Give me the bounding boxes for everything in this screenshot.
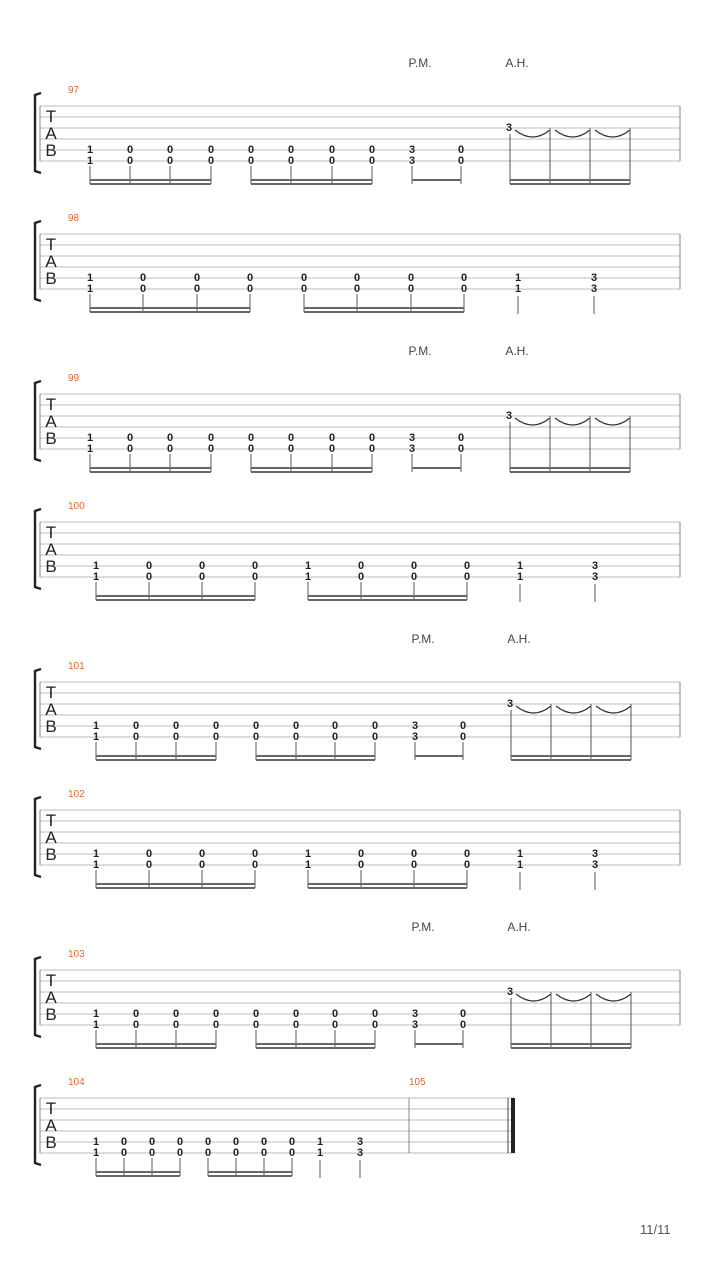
beam: [96, 1171, 180, 1173]
fret-number: 1: [92, 1147, 100, 1159]
measure-number: 102: [68, 789, 85, 800]
fret-number: 0: [145, 848, 153, 860]
fret-number: 0: [198, 859, 206, 871]
fret-number: 0: [252, 1008, 260, 1020]
fret-number: 0: [172, 1008, 180, 1020]
fret-number: 0: [371, 731, 379, 743]
tab-clef-letter: T: [45, 971, 57, 990]
fret-number: 0: [247, 144, 255, 156]
tab-clef-letter: T: [45, 523, 57, 542]
fret-number: 1: [514, 272, 522, 284]
fret-number: 1: [86, 272, 94, 284]
fret-number: 1: [92, 731, 100, 743]
beam: [96, 1175, 180, 1177]
fret-number: 0: [328, 155, 336, 167]
fret-number: 0: [410, 859, 418, 871]
fret-number: 1: [92, 859, 100, 871]
fret-number: 0: [176, 1147, 184, 1159]
fret-number: 0: [176, 1136, 184, 1148]
tie-arc: [515, 418, 550, 425]
fret-number: 0: [207, 443, 215, 455]
fret-number: 3: [505, 410, 513, 422]
fret-number: 1: [304, 848, 312, 860]
fret-number: 0: [198, 848, 206, 860]
tab-system: [35, 56, 680, 185]
fret-number: 0: [251, 859, 259, 871]
fret-number: 0: [132, 1008, 140, 1020]
beam: [96, 883, 255, 885]
fret-number: 0: [148, 1147, 156, 1159]
fret-number: 1: [92, 571, 100, 583]
fret-number: 0: [126, 443, 134, 455]
tie-arc: [555, 418, 590, 425]
fret-number: 0: [353, 283, 361, 295]
beam: [510, 183, 630, 185]
fret-number: 1: [92, 560, 100, 572]
fret-number: 0: [287, 144, 295, 156]
fret-number: 0: [212, 1008, 220, 1020]
beam: [511, 759, 631, 761]
fret-number: 1: [304, 571, 312, 583]
fret-number: 3: [591, 848, 599, 860]
beam: [511, 1047, 631, 1049]
fret-number: 3: [411, 720, 419, 732]
tie-arc: [555, 130, 590, 137]
tab-clef-letter: T: [45, 1099, 57, 1118]
fret-number: 0: [145, 571, 153, 583]
fret-number: 0: [407, 272, 415, 284]
tab-clef-letter: B: [45, 1133, 57, 1152]
fret-number: 0: [198, 571, 206, 583]
beam: [510, 179, 630, 181]
beam: [412, 467, 461, 469]
fret-number: 0: [287, 432, 295, 444]
fret-number: 0: [139, 283, 147, 295]
fret-number: 1: [86, 144, 94, 156]
fret-number: 1: [92, 1019, 100, 1031]
fret-number: 0: [331, 1008, 339, 1020]
fret-number: 0: [463, 571, 471, 583]
fret-number: 0: [288, 1136, 296, 1148]
tab-clef-letter: A: [45, 252, 57, 271]
fret-number: 0: [459, 731, 467, 743]
beam: [251, 467, 372, 469]
measure-number: 101: [68, 661, 85, 672]
beam: [96, 595, 255, 597]
fret-number: 3: [591, 859, 599, 871]
fret-number: 3: [411, 1019, 419, 1031]
artificial-harmonic-mark: A.H.: [507, 920, 531, 934]
beam: [510, 471, 630, 473]
fret-number: 0: [126, 144, 134, 156]
tab-system: [35, 920, 680, 1049]
tie-arc: [595, 418, 630, 425]
tab-clef-letter: A: [45, 540, 57, 559]
page-number: 11/11: [640, 1222, 671, 1237]
beam: [412, 179, 461, 181]
fret-number: 0: [166, 443, 174, 455]
fret-number: 0: [132, 720, 140, 732]
fret-number: 0: [132, 1019, 140, 1031]
fret-number: 3: [591, 560, 599, 572]
fret-number: 0: [328, 432, 336, 444]
beam: [251, 471, 372, 473]
beam: [308, 887, 467, 889]
fret-number: 0: [371, 720, 379, 732]
fret-number: 0: [457, 432, 465, 444]
fret-number: 0: [172, 720, 180, 732]
fret-number: 0: [328, 443, 336, 455]
beam: [308, 595, 467, 597]
tab-clef-letter: T: [45, 395, 57, 414]
fret-number: 1: [92, 1008, 100, 1020]
measure-number: 99: [68, 373, 80, 384]
fret-number: 1: [516, 859, 524, 871]
fret-number: 0: [292, 720, 300, 732]
fret-number: 0: [460, 272, 468, 284]
fret-number: 1: [316, 1136, 324, 1148]
tab-clef-letter: B: [45, 269, 57, 288]
tab-clef-letter: B: [45, 557, 57, 576]
fret-number: 0: [251, 848, 259, 860]
fret-number: 0: [357, 848, 365, 860]
measure-number: 98: [68, 213, 80, 224]
beam: [256, 1047, 375, 1049]
beam: [304, 311, 464, 313]
fret-number: 0: [288, 1147, 296, 1159]
fret-number: 0: [132, 731, 140, 743]
fret-number: 0: [459, 1019, 467, 1031]
fret-number: 0: [166, 432, 174, 444]
measure-number: 100: [68, 501, 85, 512]
palm-mute-mark: P.M.: [408, 56, 432, 70]
fret-number: 0: [292, 1019, 300, 1031]
fret-number: 0: [120, 1147, 128, 1159]
fret-number: 0: [460, 283, 468, 295]
fret-number: 1: [92, 720, 100, 732]
beam: [96, 1043, 216, 1045]
fret-number: 0: [166, 155, 174, 167]
fret-number: 0: [212, 720, 220, 732]
fret-number: 3: [411, 731, 419, 743]
tab-clef-letter: T: [45, 811, 57, 830]
beam: [251, 183, 372, 185]
fret-number: 0: [207, 432, 215, 444]
fret-number: 3: [506, 986, 514, 998]
fret-number: 0: [463, 560, 471, 572]
fret-number: 3: [591, 571, 599, 583]
tab-clef-letter: A: [45, 700, 57, 719]
fret-number: 0: [252, 720, 260, 732]
fret-number: 1: [516, 571, 524, 583]
fret-number: 0: [145, 560, 153, 572]
fret-number: 0: [172, 1019, 180, 1031]
beam: [96, 599, 255, 601]
tab-clef-letter: B: [45, 1005, 57, 1024]
fret-number: 0: [139, 272, 147, 284]
fret-number: 1: [92, 1136, 100, 1148]
tie-arc: [516, 994, 551, 1001]
tab-system: [35, 213, 680, 314]
tie-arc: [516, 706, 551, 713]
fret-number: 0: [246, 283, 254, 295]
fret-number: 0: [410, 571, 418, 583]
fret-number: 0: [353, 272, 361, 284]
fret-number: 0: [331, 720, 339, 732]
fret-number: 0: [357, 571, 365, 583]
fret-number: 0: [459, 1008, 467, 1020]
fret-number: 0: [457, 155, 465, 167]
fret-number: 0: [120, 1136, 128, 1148]
fret-number: 0: [292, 731, 300, 743]
measure-number: 105: [409, 1077, 426, 1088]
beam: [510, 467, 630, 469]
fret-number: 0: [300, 283, 308, 295]
fret-number: 0: [357, 859, 365, 871]
beam: [90, 179, 211, 181]
fret-number: 0: [300, 272, 308, 284]
fret-number: 0: [251, 571, 259, 583]
fret-number: 0: [463, 859, 471, 871]
fret-number: 0: [126, 155, 134, 167]
final-barline-thick: [511, 1098, 515, 1153]
fret-number: 0: [246, 272, 254, 284]
beam: [415, 755, 463, 757]
tab-system: [35, 789, 680, 890]
beam: [511, 1043, 631, 1045]
fret-number: 3: [408, 144, 416, 156]
fret-number: 3: [408, 432, 416, 444]
artificial-harmonic-mark: A.H.: [507, 632, 531, 646]
tab-clef-letter: B: [45, 845, 57, 864]
beam: [208, 1175, 292, 1177]
fret-number: 0: [232, 1147, 240, 1159]
fret-number: 0: [459, 720, 467, 732]
tie-arc: [556, 994, 591, 1001]
tab-system: [35, 632, 680, 761]
beam: [96, 887, 255, 889]
fret-number: 0: [148, 1136, 156, 1148]
tab-system: [35, 501, 680, 602]
tab-clef-letter: B: [45, 429, 57, 448]
tab-clef-letter: T: [45, 235, 57, 254]
fret-number: 0: [368, 432, 376, 444]
fret-number: 0: [368, 155, 376, 167]
fret-number: 1: [316, 1147, 324, 1159]
fret-number: 1: [304, 859, 312, 871]
fret-number: 0: [126, 432, 134, 444]
beam: [256, 755, 375, 757]
tab-clef-letter: T: [45, 683, 57, 702]
fret-number: 0: [232, 1136, 240, 1148]
beam: [256, 759, 375, 761]
tab-clef-letter: A: [45, 412, 57, 431]
fret-number: 0: [260, 1136, 268, 1148]
fret-number: 0: [371, 1019, 379, 1031]
tab-clef-letter: T: [45, 107, 57, 126]
fret-number: 0: [463, 848, 471, 860]
fret-number: 0: [407, 283, 415, 295]
beam: [415, 1043, 463, 1045]
fret-number: 1: [86, 443, 94, 455]
fret-number: 0: [207, 155, 215, 167]
fret-number: 0: [252, 1019, 260, 1031]
fret-number: 0: [357, 560, 365, 572]
fret-number: 0: [247, 443, 255, 455]
beam: [308, 883, 467, 885]
tab-clef-letter: A: [45, 988, 57, 1007]
fret-number: 1: [92, 848, 100, 860]
fret-number: 0: [145, 859, 153, 871]
fret-number: 0: [410, 848, 418, 860]
fret-number: 0: [371, 1008, 379, 1020]
tab-clef-letter: B: [45, 717, 57, 736]
fret-number: 0: [193, 283, 201, 295]
fret-number: 0: [212, 731, 220, 743]
fret-number: 0: [252, 731, 260, 743]
fret-number: 1: [86, 283, 94, 295]
fret-number: 0: [166, 144, 174, 156]
tie-arc: [595, 130, 630, 137]
fret-number: 0: [410, 560, 418, 572]
fret-number: 1: [516, 560, 524, 572]
beam: [251, 179, 372, 181]
fret-number: 3: [356, 1136, 364, 1148]
tie-arc: [596, 706, 631, 713]
fret-number: 0: [247, 432, 255, 444]
beam: [90, 311, 250, 313]
fret-number: 0: [198, 560, 206, 572]
fret-number: 3: [506, 698, 514, 710]
beam: [304, 307, 464, 309]
beam: [90, 307, 250, 309]
fret-number: 0: [207, 144, 215, 156]
fret-number: 0: [212, 1019, 220, 1031]
tab-system: [35, 1077, 515, 1178]
fret-number: 3: [590, 283, 598, 295]
fret-number: 0: [368, 144, 376, 156]
fret-number: 0: [260, 1147, 268, 1159]
fret-number: 3: [408, 443, 416, 455]
measure-number: 104: [68, 1077, 85, 1088]
fret-number: 3: [356, 1147, 364, 1159]
fret-number: 0: [204, 1147, 212, 1159]
measure-number: 103: [68, 949, 85, 960]
tie-arc: [556, 706, 591, 713]
fret-number: 3: [411, 1008, 419, 1020]
tab-clef-letter: A: [45, 1116, 57, 1135]
fret-number: 0: [193, 272, 201, 284]
beam: [90, 467, 211, 469]
artificial-harmonic-mark: A.H.: [505, 344, 529, 358]
fret-number: 1: [304, 560, 312, 572]
beam: [96, 1047, 216, 1049]
fret-number: 0: [247, 155, 255, 167]
fret-number: 0: [331, 1019, 339, 1031]
fret-number: 1: [86, 432, 94, 444]
fret-number: 0: [292, 1008, 300, 1020]
tab-system: [35, 344, 680, 473]
beam: [208, 1171, 292, 1173]
fret-number: 0: [172, 731, 180, 743]
tie-arc: [515, 130, 550, 137]
beam: [96, 755, 216, 757]
fret-number: 0: [457, 144, 465, 156]
artificial-harmonic-mark: A.H.: [505, 56, 529, 70]
fret-number: 0: [331, 731, 339, 743]
fret-number: 0: [287, 155, 295, 167]
tab-clef-letter: A: [45, 124, 57, 143]
tab-clef-letter: B: [45, 141, 57, 160]
beam: [90, 183, 211, 185]
measure-number: 97: [68, 85, 80, 96]
tab-clef-letter: A: [45, 828, 57, 847]
tie-arc: [596, 994, 631, 1001]
fret-number: 0: [251, 560, 259, 572]
fret-number: 3: [408, 155, 416, 167]
beam: [308, 599, 467, 601]
fret-number: 1: [514, 283, 522, 295]
palm-mute-mark: P.M.: [411, 920, 435, 934]
fret-number: 1: [86, 155, 94, 167]
beam: [96, 759, 216, 761]
fret-number: 0: [368, 443, 376, 455]
fret-number: 3: [505, 122, 513, 134]
fret-number: 1: [516, 848, 524, 860]
beam: [511, 755, 631, 757]
beam: [90, 471, 211, 473]
fret-number: 0: [328, 144, 336, 156]
palm-mute-mark: P.M.: [411, 632, 435, 646]
fret-number: 0: [204, 1136, 212, 1148]
fret-number: 3: [590, 272, 598, 284]
fret-number: 0: [287, 443, 295, 455]
palm-mute-mark: P.M.: [408, 344, 432, 358]
fret-number: 0: [457, 443, 465, 455]
beam: [256, 1043, 375, 1045]
